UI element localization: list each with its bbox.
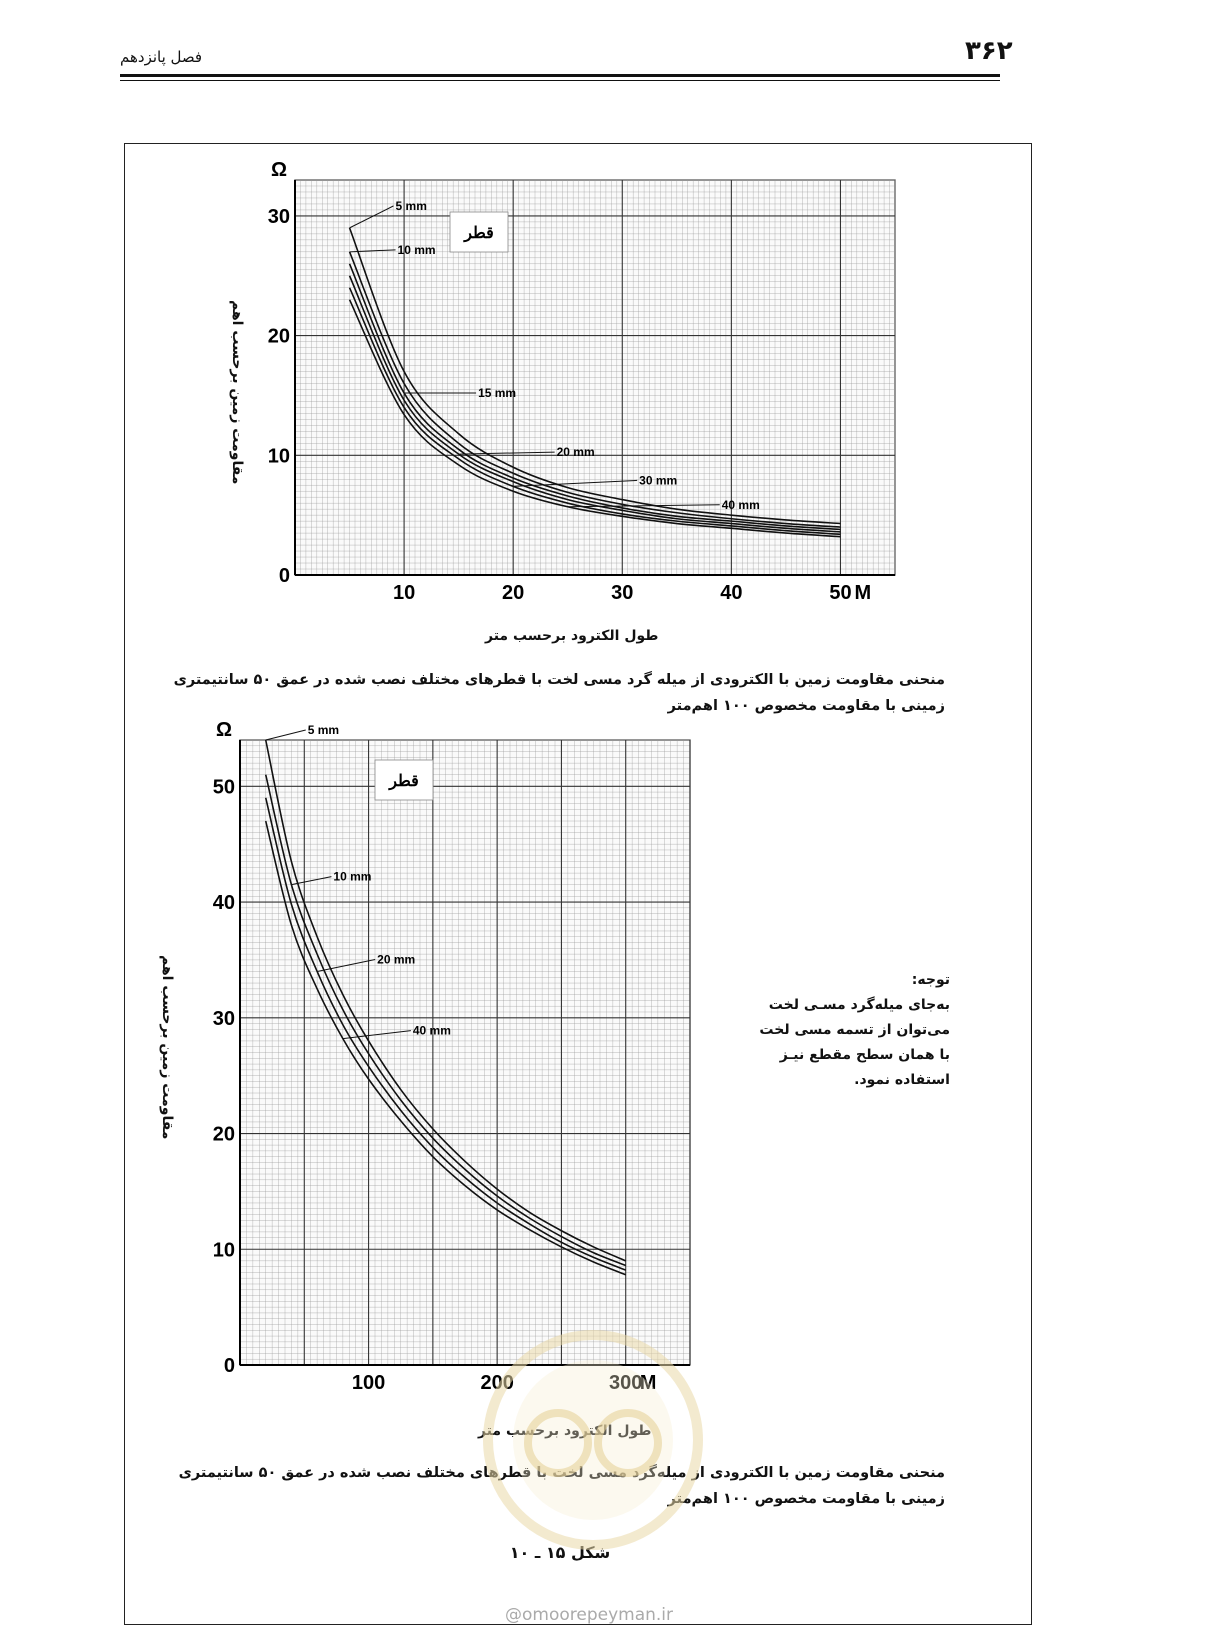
chart-1-x-unit-label: M (854, 582, 872, 604)
chart-1-caption-line-2: زمینی با مقاومت مخصوص ۱۰۰ اهم‌متر (667, 698, 945, 714)
chart-2-x-tick-label: 300 (609, 1372, 643, 1394)
chart-2-x-tick-label: 100 (351, 1372, 386, 1394)
chapter-title: فصل پانزدهم (120, 48, 203, 66)
chart-1-x-tick-label: 20 (502, 582, 525, 604)
chart-2-y-unit-label: Ω (215, 719, 232, 741)
chart-1-y-tick-label: 30 (267, 205, 290, 228)
chart-1-y-unit-label: Ω (270, 159, 287, 181)
chart-1-y-axis-title: مقاومت زمین برحسب اهم (229, 300, 245, 485)
chart-2-legend-title: قطر (389, 773, 419, 790)
note-line-4: استفاده نمود. (854, 1072, 950, 1088)
chart-1-series-2-label: 15 mm (478, 386, 517, 401)
chart-1-series-4-label: 30 mm (639, 473, 678, 488)
chart-2-electrode-length-vs-resistance (190, 719, 700, 1412)
chart-1-x-tick-label: 50 (829, 582, 852, 604)
chart-2-y-tick-label: 40 (212, 892, 235, 915)
chart-2-series-0-label: 5 mm (307, 723, 340, 737)
chart-1-legend-title: قطر (464, 225, 494, 242)
chart-1-caption-line-1: منحنی مقاومت زمین با الکترودی از میله گرد مسی لخت با قطرهای مختلف نصب شده در عمق ۵۰ سانتیمتری (173, 672, 945, 688)
note-box (755, 968, 950, 1093)
chart-1-x-tick-label: 30 (611, 582, 634, 604)
chart-2-x-axis-title: طول الکترود برحسب متر (478, 1423, 652, 1439)
watermark-seal (478, 1325, 708, 1555)
chart-1-x-tick-label: 10 (392, 582, 416, 604)
chart-2-caption-line-1: منحنی مقاومت زمین با الکترودی از میله‌گرد مسی لخت با قطرهای مختلف نصب شده در عمق ۵۰ سانتیمتری (178, 1465, 945, 1481)
chart-1-series-5-label: 40 mm (721, 497, 760, 512)
chart-2-y-tick-label: 0 (223, 1355, 235, 1377)
chart-1-caption (170, 667, 945, 719)
chart-1-y-tick-label: 10 (267, 445, 290, 468)
note-line-1: به‌جای میله‌گرد مسـی لخت (768, 997, 950, 1013)
note-line-2: می‌توان از تسمه مسی لخت (759, 1022, 950, 1038)
chart-1-series-0-label: 5 mm (395, 198, 427, 213)
header-rule (120, 74, 1000, 77)
header-rule-thin (120, 80, 1000, 81)
chart-1-y-tick-label: 20 (267, 325, 290, 348)
chart-2-y-tick-label: 50 (212, 776, 235, 799)
chart-2-x-tick-label: 200 (480, 1372, 514, 1394)
chart-2-x-unit-label: M (639, 1372, 657, 1394)
chart-2-y-tick-label: 30 (212, 1007, 235, 1030)
chart-1-x-tick-label: 40 (720, 582, 743, 604)
note-title: توجه: (911, 972, 950, 988)
page-number: ۳۶۲ (965, 36, 1013, 66)
chart-2-series-2-label: 20 mm (377, 952, 416, 967)
figure-label: شکل ۱۵ ـ ۱۰ (509, 1543, 611, 1562)
site-credit: @omoorepeyman.ir (505, 1605, 674, 1625)
chart-1-electrode-length-vs-resistance (255, 159, 895, 620)
chart-1-x-axis-title: طول الکترود برحسب متر (485, 628, 659, 644)
chart-1-series-1-label: 10 mm (397, 242, 436, 257)
chart-1-y-tick-label: 0 (278, 565, 290, 587)
chart-2-series-1-label: 10 mm (333, 869, 372, 884)
chart-1-series-3-label: 20 mm (556, 445, 595, 460)
chart-2-y-tick-label: 10 (212, 1239, 235, 1262)
chart-2-y-tick-label: 20 (212, 1123, 235, 1146)
chart-2-caption-line-2: زمینی با مقاومت مخصوص ۱۰۰ اهم‌متر (667, 1491, 945, 1507)
note-line-3: با همان سطح مقطع نیـز (779, 1047, 950, 1063)
chart-2-y-axis-title: مقاومت زمین برحسب اهم (159, 955, 175, 1140)
chart-2-series-3-label: 40 mm (412, 1023, 451, 1038)
